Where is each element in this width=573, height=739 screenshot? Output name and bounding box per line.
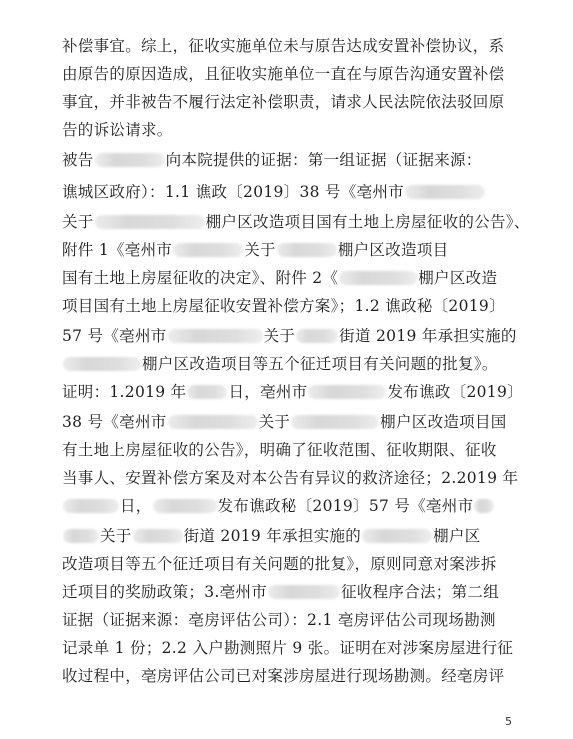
text-segment: 棚户区改造项目国有土地上房屋征收的公告》、 <box>205 213 530 231</box>
text-line <box>62 150 543 170</box>
text-line <box>62 638 543 658</box>
text-segment: 关于 <box>100 527 132 545</box>
text-line <box>62 526 543 546</box>
text-line <box>62 666 543 686</box>
text-segment: 证明：1.2019 年 <box>62 383 187 401</box>
redacted-text <box>362 529 432 543</box>
redacted-text <box>474 499 494 513</box>
text-segment: 征收程序合法；第二组 <box>341 583 500 601</box>
text-line <box>62 354 543 374</box>
page-number: 5 <box>505 715 512 728</box>
text-line <box>62 120 543 140</box>
text-segment: 发布谯政〔2019〕 <box>387 383 523 401</box>
text-line <box>62 554 543 574</box>
redacted-text <box>95 215 205 229</box>
text-segment: 棚户区改造项目 <box>337 241 449 259</box>
text-segment: 关于 <box>263 327 296 345</box>
text-segment: 被告 <box>62 151 94 169</box>
text-segment: 记录单 1 份；2.2 入户勘测照片 9 张。证明在对涉案房屋进行征 <box>62 639 514 657</box>
text-segment: 街道 2019 年承担实施的 <box>183 527 362 545</box>
redacted-text <box>63 499 119 513</box>
text-line <box>62 440 543 460</box>
text-segment: 由原告的原因造成，且征收实施单位一直在与原告沟通安置补偿 <box>62 65 505 83</box>
text-segment: 改造项目等五个征迁项目有关问题的批复》，原则同意对案涉拆 <box>62 555 497 573</box>
text-segment: 项目国有土地上房屋征收安置补偿方案》；1.2 谯政秘〔2019〕 <box>62 297 505 315</box>
text-segment: 事宜，并非被告不履行法定补偿职责，请求人民法院依法驳回原 <box>62 93 505 111</box>
redacted-text <box>187 385 227 399</box>
text-segment: 国有土地上房屋征收的决定》、附件 2《 <box>62 269 339 287</box>
redacted-text <box>308 385 386 399</box>
text-line <box>62 36 543 56</box>
redacted-text <box>168 329 263 343</box>
redacted-text <box>168 415 258 429</box>
text-line <box>62 296 543 316</box>
redacted-text <box>268 585 340 599</box>
text-segment: 补偿事宜。综上，征收实施单位未与原告达成安置补偿协议，系 <box>62 37 505 55</box>
text-segment: 棚户区改造 <box>418 269 498 287</box>
text-segment: 迁项目的奖励政策；3.亳州市 <box>62 583 267 601</box>
text-segment: 关于 <box>244 241 276 259</box>
text-segment: 关于 <box>62 213 94 231</box>
text-line <box>62 382 543 402</box>
text-line <box>62 182 543 202</box>
text-segment: 街道 2019 年承担实施的 <box>339 327 517 345</box>
text-segment: 57 号《亳州市 <box>62 327 167 345</box>
text-line <box>62 610 543 630</box>
text-segment: 证据（证据来源：亳房评估公司）：2.1 亳房评估公司现场勘测 <box>62 611 496 629</box>
text-segment: 谯城区政府）：1.1 谯政〔2019〕38 号《亳州市 <box>62 183 405 201</box>
text-line <box>62 496 543 516</box>
text-line <box>62 240 543 260</box>
text-segment: 附件 1《亳州市 <box>62 241 173 259</box>
redacted-text <box>95 153 165 167</box>
text-line <box>62 268 543 288</box>
text-segment: 关于 <box>258 413 291 431</box>
text-line <box>62 468 543 488</box>
text-segment: 日， <box>120 497 152 515</box>
redacted-text <box>133 529 183 543</box>
redacted-text <box>153 499 217 513</box>
redacted-text <box>63 529 99 543</box>
text-segment: 发布谯政秘〔2019〕57 号《亳州市 <box>217 497 474 515</box>
text-line <box>62 212 543 232</box>
text-segment: 有土地上房屋征收的公告》，明确了征收范围、征收期限、征收 <box>62 441 497 459</box>
text-segment: 告的诉讼请求。 <box>62 121 173 139</box>
redacted-text <box>291 415 379 429</box>
redacted-text <box>63 357 141 371</box>
text-line <box>62 412 543 432</box>
text-segment: 向本院提供的证据：第一组证据（证据来源： <box>165 151 482 169</box>
text-segment: 棚户区改造项目国 <box>380 413 507 431</box>
text-segment: 棚户区 <box>433 527 481 545</box>
text-segment: 棚户区改造项目等五个征迁项目有关问题的批复》。 <box>142 355 498 373</box>
text-line <box>62 582 543 602</box>
redacted-text <box>405 185 485 199</box>
redacted-text <box>173 243 243 257</box>
text-segment: 当事人、安置补偿方案及对本公告有异议的救济途径；2.2019 年 <box>62 469 519 487</box>
text-line <box>62 92 543 112</box>
redacted-text <box>277 243 337 257</box>
text-line <box>62 64 543 84</box>
text-segment: 收过程中，亳房评估公司已对案涉房屋进行现场勘测。经亳房评 <box>62 667 505 685</box>
text-line <box>62 326 543 346</box>
text-segment: 38 号《亳州市 <box>62 413 167 431</box>
redacted-text <box>339 271 417 285</box>
text-segment: 日，亳州市 <box>228 383 308 401</box>
redacted-text <box>296 329 338 343</box>
